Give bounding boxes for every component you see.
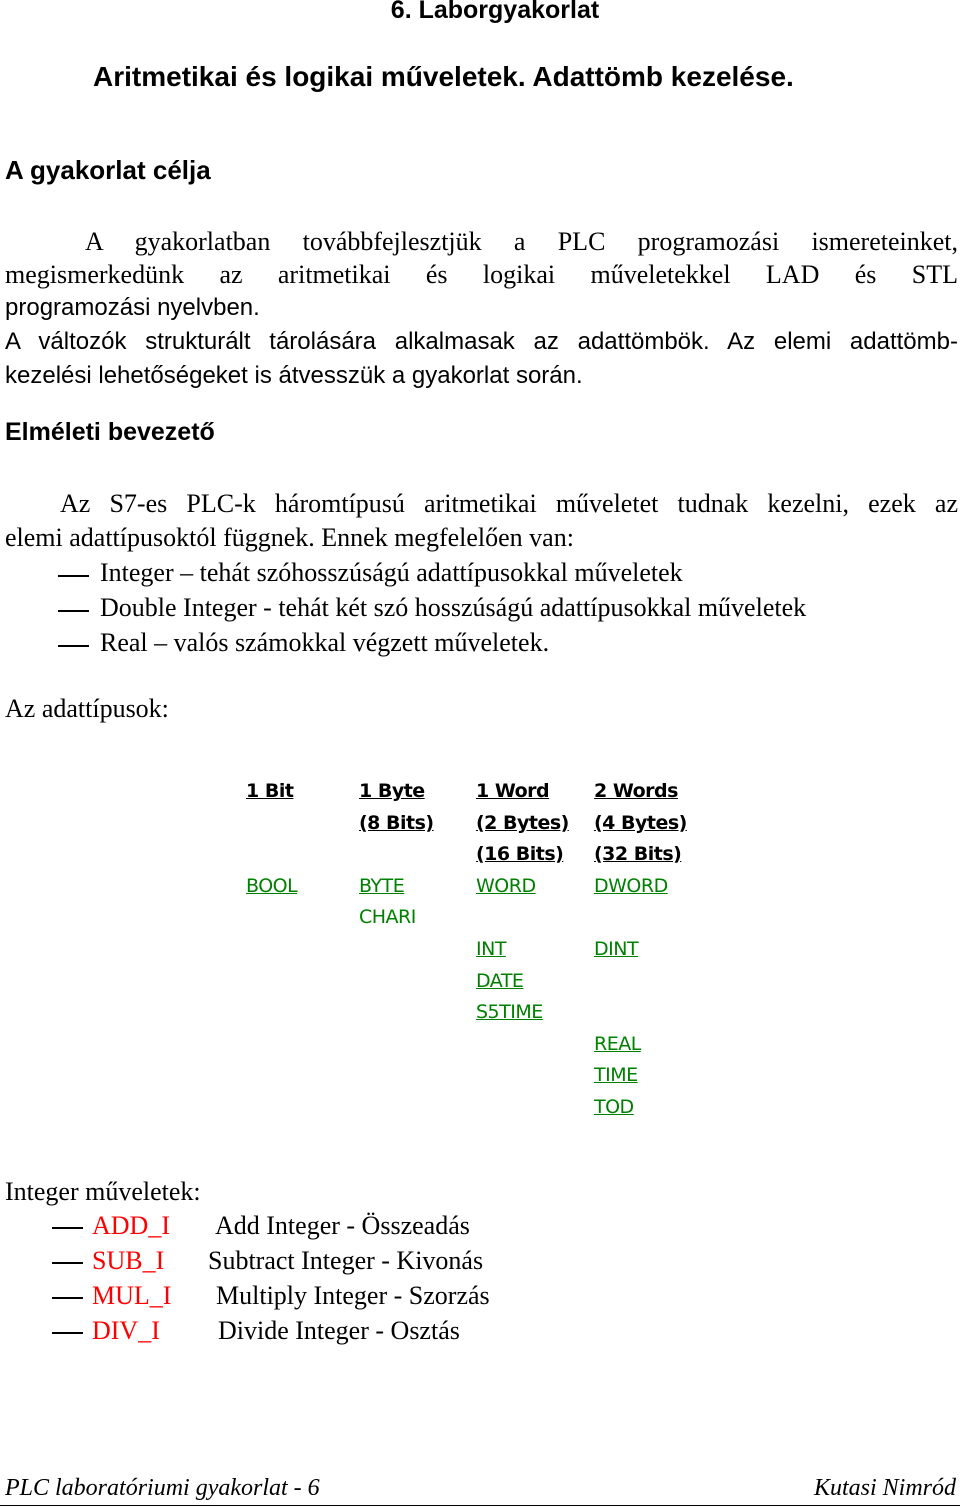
theory-list-item-1: Integer – tehát szóhosszúságú adattípusokkal műveletek bbox=[100, 558, 683, 587]
integer-ops-label: Integer műveletek: bbox=[5, 1177, 201, 1206]
theory-paragraph-line-1: Az S7-es PLC-k háromtípusú aritmetikai műveletet tudnak kezelni, ezek az bbox=[60, 489, 958, 518]
type-chari: CHARI bbox=[359, 906, 416, 928]
footer-rule bbox=[0, 1505, 960, 1506]
theory-heading: Elméleti bevezető bbox=[5, 418, 215, 446]
datatypes-table bbox=[229, 758, 736, 1143]
datatypes-label: Az adattípusok: bbox=[5, 694, 169, 723]
theory-list-item-2: Double Integer - tehát két szó hosszúságú adattípusokkal műveletek bbox=[100, 593, 807, 622]
goal-paragraph-line-1: A gyakorlatban továbbfejlesztjük a PLC programozási ismereteinket, bbox=[85, 227, 958, 256]
footer-right: Kutasi Nimród bbox=[813, 1475, 956, 1501]
type-byte: BYTE bbox=[359, 875, 405, 897]
goal-paragraph-line-4: A változók strukturált tárolására alkalmasak az adattömbök. Az elemi adattömb- bbox=[5, 328, 958, 355]
type-time: TIME bbox=[594, 1064, 638, 1086]
col3-subheader-bytes: (2 Bytes) bbox=[476, 812, 569, 834]
col4-subheader-bytes: (4 Bytes) bbox=[594, 812, 687, 834]
col3-header: 1 Word bbox=[476, 780, 550, 802]
type-dint: DINT bbox=[594, 938, 639, 960]
chapter-heading: 6. Laborgyakorlat bbox=[390, 0, 600, 24]
col1-header: 1 Bit bbox=[246, 780, 294, 802]
op-dash-2 bbox=[52, 1262, 83, 1264]
type-dword: DWORD bbox=[594, 875, 668, 897]
op-code-div: DIV_I bbox=[92, 1316, 160, 1345]
op-code-add: ADD_I bbox=[92, 1211, 170, 1240]
bullet-dash-1 bbox=[58, 575, 89, 577]
op-desc-add: Add Integer - Összeadás bbox=[215, 1211, 470, 1240]
op-code-sub: SUB_I bbox=[92, 1246, 165, 1275]
col4-subheader-bits: (32 Bits) bbox=[594, 843, 682, 865]
type-real: REAL bbox=[594, 1033, 641, 1055]
footer-left: PLC laboratóriumi gyakorlat - 6 bbox=[5, 1475, 320, 1501]
op-dash-4 bbox=[52, 1332, 83, 1334]
type-bool: BOOL bbox=[246, 875, 298, 897]
goal-paragraph-line-5: kezelési lehetőségeket is átvesszük a gyakorlat során. bbox=[5, 362, 583, 389]
goal-paragraph-line-2: megismerkedünk az aritmetikai és logikai műveletekkel LAD és STL bbox=[5, 260, 958, 289]
op-desc-mul: Multiply Integer - Szorzás bbox=[216, 1281, 490, 1310]
goal-paragraph-line-3: programozási nyelvben. bbox=[5, 294, 260, 321]
op-dash-3 bbox=[52, 1297, 83, 1299]
op-desc-sub: Subtract Integer - Kivonás bbox=[208, 1246, 484, 1275]
type-date: DATE bbox=[476, 970, 524, 992]
op-dash-1 bbox=[52, 1227, 83, 1229]
op-desc-div: Divide Integer - Osztás bbox=[218, 1316, 460, 1345]
col2-header: 1 Byte bbox=[359, 780, 425, 802]
bullet-dash-3 bbox=[58, 645, 89, 647]
type-int: INT bbox=[476, 938, 506, 960]
page-title: Aritmetikai és logikai műveletek. Adattömb kezelése. bbox=[93, 61, 794, 92]
op-code-mul: MUL_I bbox=[92, 1281, 172, 1310]
col4-header: 2 Words bbox=[594, 780, 678, 802]
bullet-dash-2 bbox=[58, 610, 89, 612]
col3-subheader-bits: (16 Bits) bbox=[476, 843, 564, 865]
type-tod: TOD bbox=[594, 1096, 634, 1118]
col2-subheader: (8 Bits) bbox=[359, 812, 434, 834]
type-word: WORD bbox=[476, 875, 536, 897]
goal-heading: A gyakorlat célja bbox=[5, 155, 211, 185]
theory-list-item-3: Real – valós számokkal végzett műveletek. bbox=[100, 628, 550, 657]
theory-paragraph-line-2: elemi adattípusoktól függnek. Ennek megfelelően van: bbox=[5, 523, 574, 552]
type-s5time: S5TIME bbox=[476, 1001, 543, 1023]
